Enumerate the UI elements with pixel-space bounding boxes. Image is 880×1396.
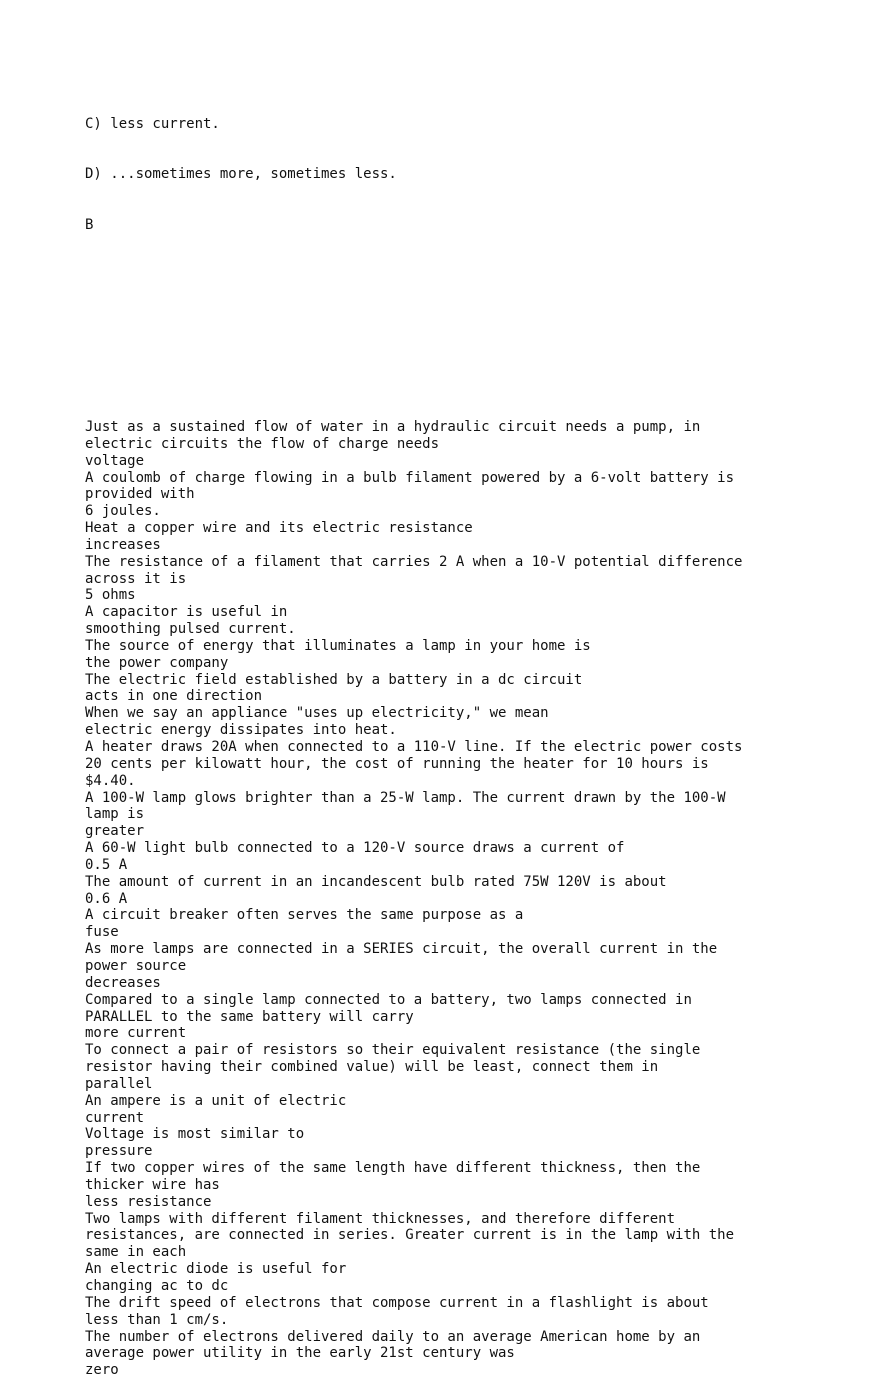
text-line: The electric field established by a battery in a dc circuit bbox=[85, 671, 583, 688]
text-line: pressure bbox=[85, 1143, 153, 1160]
text-line: less than 1 cm/s. bbox=[85, 1311, 229, 1328]
text-line: smoothing pulsed current. bbox=[85, 621, 296, 638]
text-line: electric energy dissipates into heat. bbox=[85, 722, 397, 739]
text-line: $4.40. bbox=[85, 772, 136, 789]
text-line: across it is bbox=[85, 570, 187, 587]
text-line: When we say an appliance "uses up electricity," we mean bbox=[85, 705, 549, 722]
text-line: decreases bbox=[85, 974, 161, 991]
text-line: Two lamps with different filament thicknesses, and therefore different bbox=[85, 1210, 676, 1227]
text-line: The source of energy that illuminates a lamp in your home is bbox=[85, 637, 591, 654]
text-line: the power company bbox=[85, 654, 229, 671]
answer-letter: B bbox=[85, 216, 94, 233]
text-line: An ampere is a unit of electric bbox=[85, 1092, 347, 1109]
text-line: thicker wire has bbox=[85, 1176, 220, 1193]
text-line: Just as a sustained flow of water in a hydraulic circuit needs a pump, in bbox=[85, 418, 701, 435]
text-line: power source bbox=[85, 957, 187, 974]
text-line: 20 cents per kilowatt hour, the cost of running the heater for 10 hours is bbox=[85, 755, 709, 772]
text-line: more current bbox=[85, 1025, 187, 1042]
text-line: less resistance bbox=[85, 1193, 212, 1210]
text-line: average power utility in the early 21st century was bbox=[85, 1345, 515, 1362]
text-line: Compared to a single lamp connected to a battery, two lamps connected in bbox=[85, 991, 692, 1008]
text-line: As more lamps are connected in a SERIES circuit, the overall current in the bbox=[85, 941, 718, 958]
text-line: current bbox=[85, 1109, 145, 1126]
option-c: C) less current. bbox=[85, 115, 220, 132]
text-line: The drift speed of electrons that compose current in a flashlight is about bbox=[85, 1294, 709, 1311]
text-line: A coulomb of charge flowing in a bulb filament powered by a 6-volt battery is bbox=[85, 469, 735, 486]
text-line: voltage bbox=[85, 452, 145, 469]
text-line: zero bbox=[85, 1362, 119, 1379]
text-line: fuse bbox=[85, 924, 119, 941]
text-line: The amount of current in an incandescent bulb rated 75W 120V is about bbox=[85, 873, 667, 890]
text-line: parallel bbox=[85, 1075, 153, 1092]
text-line: Heat a copper wire and its electric resistance bbox=[85, 520, 473, 537]
option-d: D) ...sometimes more, sometimes less. bbox=[85, 166, 397, 183]
text-line: If two copper wires of the same length have different thickness, then the bbox=[85, 1160, 701, 1177]
text-line: resistor having their combined value) will be least, connect them in bbox=[85, 1059, 659, 1076]
text-line: 0.5 A bbox=[85, 856, 128, 873]
text-line: greater bbox=[85, 823, 145, 840]
text-line: provided with bbox=[85, 486, 195, 503]
text-line: A circuit breaker often serves the same purpose as a bbox=[85, 907, 524, 924]
text-line: A heater draws 20A when connected to a 110-V line. If the electric power costs bbox=[85, 739, 743, 755]
text-line: acts in one direction bbox=[85, 688, 263, 705]
text-line: electric circuits the flow of charge needs bbox=[85, 435, 440, 452]
text-line: resistances, are connected in series. Greater current is in the lamp with the bbox=[85, 1227, 735, 1244]
text-line: A capacitor is useful in bbox=[85, 604, 288, 621]
qa-list bbox=[85, 419, 805, 1379]
text-line: To connect a pair of resistors so their equivalent resistance (the single bbox=[85, 1042, 701, 1059]
text-line: 5 ohms bbox=[85, 587, 136, 604]
text-line: 6 joules. bbox=[85, 503, 161, 520]
text-line: same in each bbox=[85, 1244, 187, 1261]
text-line: An electric diode is useful for bbox=[85, 1261, 347, 1278]
text-line: The resistance of a filament that carries 2 A when a 10-V potential difference bbox=[85, 553, 743, 570]
blank-gap bbox=[85, 267, 805, 385]
text-line: lamp is bbox=[85, 806, 145, 823]
text-line: Voltage is most similar to bbox=[85, 1126, 305, 1143]
text-line: PARALLEL to the same battery will carry bbox=[85, 1008, 414, 1025]
document-page bbox=[85, 82, 805, 1396]
text-line: changing ac to dc bbox=[85, 1278, 229, 1294]
text-line: increases bbox=[85, 536, 161, 553]
text-line: 0.6 A bbox=[85, 890, 128, 907]
text-line: A 60-W light bulb connected to a 120-V source draws a current of bbox=[85, 840, 625, 857]
text-line: A 100-W lamp glows brighter than a 25-W lamp. The current drawn by the 100-W bbox=[85, 789, 726, 806]
text-line: The number of electrons delivered daily to an average American home by an bbox=[85, 1328, 701, 1345]
